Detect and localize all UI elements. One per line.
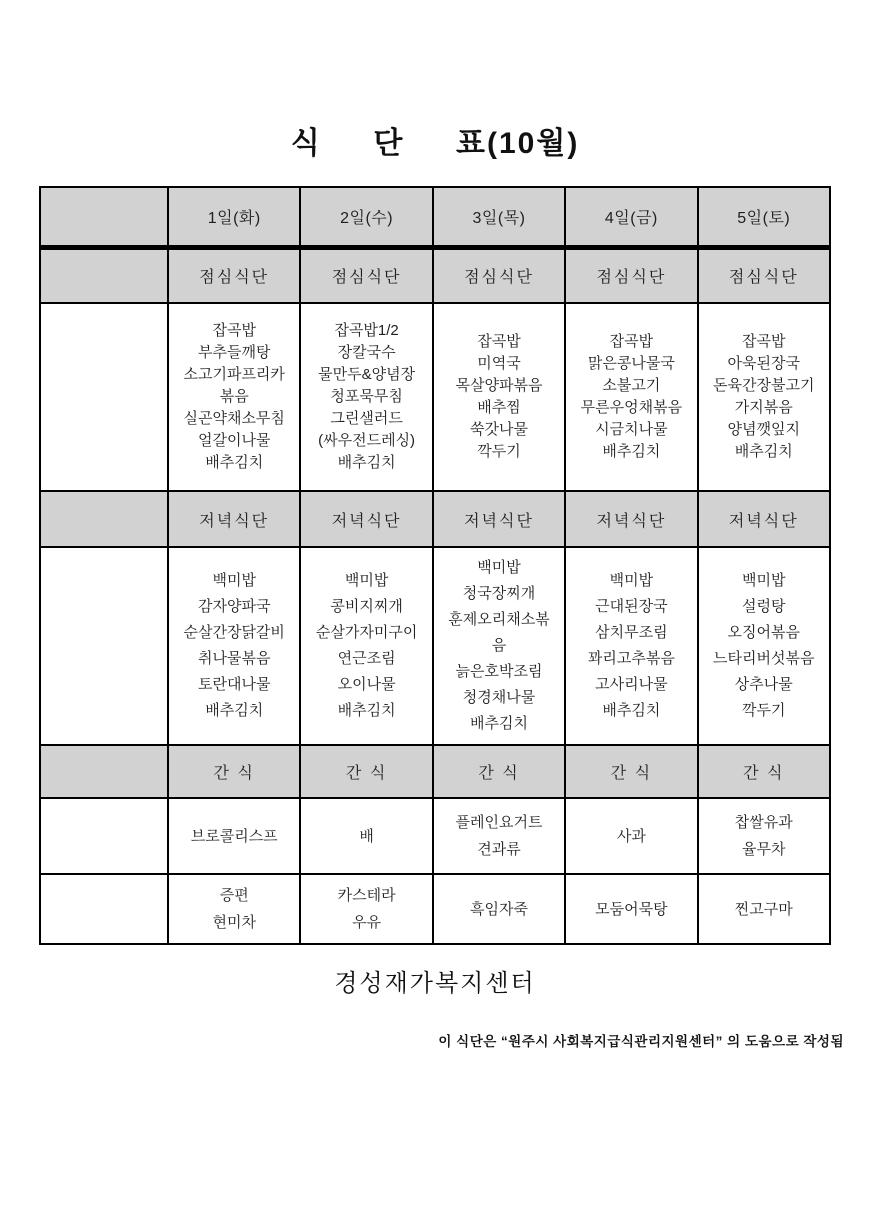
snack-label-cell: 간 식	[698, 745, 830, 798]
row-header-cell	[40, 547, 168, 745]
menu-item: 맑은콩나물국	[587, 355, 675, 372]
menu-item: 플레인요거트	[455, 814, 543, 831]
snack-menu-cell	[168, 798, 300, 874]
menu-item: 소불고기	[602, 377, 661, 394]
menu-item: 백미밥	[609, 572, 654, 589]
day-header-cell: 5일(토)	[698, 187, 830, 247]
dinner-label-cell: 저녁식단	[168, 491, 300, 547]
table-row	[40, 547, 830, 745]
menu-item: 삼치무조림	[595, 624, 668, 641]
lunch-label-cell: 점심식단	[168, 247, 300, 303]
corner-cell	[40, 187, 168, 247]
dinner-menu-cell	[300, 547, 432, 745]
lunch-label-cell: 점심식단	[433, 247, 565, 303]
menu-item: 꽈리고추볶음	[587, 650, 675, 667]
menu-item: 돈육간장불고기	[713, 377, 815, 394]
snack-menu-cell	[300, 798, 432, 874]
row-header-cell	[40, 303, 168, 491]
menu-item: (싸우전드레싱)	[318, 432, 416, 449]
snack-menu-cell	[168, 874, 300, 944]
table-row	[40, 303, 830, 491]
menu-item: 배	[359, 827, 374, 845]
snack-menu-cell	[565, 874, 697, 944]
lunch-label-cell: 점심식단	[698, 247, 830, 303]
menu-item: 배추김치	[470, 715, 528, 732]
row-header-cell	[40, 491, 168, 547]
dinner-menu-cell	[168, 547, 300, 745]
menu-item: 율무차	[742, 841, 786, 858]
menu-item: 시금치나물	[595, 421, 668, 438]
menu-item: 취나물볶음	[197, 650, 271, 667]
menu-item: 배추김치	[337, 454, 396, 471]
dinner-menu-cell	[565, 547, 697, 745]
snack-menu-cell	[433, 798, 565, 874]
lunch-menu-cell	[698, 303, 830, 491]
menu-item: 잡곡밥	[212, 322, 256, 339]
page-title: 식 단 표(10월)	[290, 127, 580, 160]
menu-item: 견과류	[477, 841, 521, 858]
menu-table	[39, 186, 831, 945]
menu-item: 배추김치	[337, 702, 396, 719]
menu-item: 순살가자미구이	[315, 624, 418, 641]
dinner-menu-cell	[433, 547, 565, 745]
day-header-cell: 2일(수)	[300, 187, 432, 247]
menu-item: 가지볶음	[734, 399, 793, 416]
menu-item: 백미밥	[477, 559, 521, 576]
menu-item: 실곤약채소무침	[183, 410, 285, 427]
snack-label-cell: 간 식	[300, 745, 432, 798]
row-header-cell	[40, 874, 168, 944]
dinner-label-cell: 저녁식단	[565, 491, 697, 547]
snack-label-cell: 간 식	[565, 745, 697, 798]
menu-item: 오이나물	[337, 676, 396, 693]
menu-item: 미역국	[477, 355, 521, 372]
lunch-label-cell: 점심식단	[300, 247, 432, 303]
menu-item: 근대된장국	[595, 598, 668, 615]
lunch-menu-cell	[565, 303, 697, 491]
menu-item: 소고기파프리카볶음	[183, 366, 285, 405]
menu-item: 모둠어묵탕	[595, 900, 668, 918]
menu-item: 연근조림	[337, 650, 396, 667]
menu-item: 깍두기	[477, 443, 521, 460]
menu-item: 배추김치	[205, 454, 264, 471]
menu-item: 잡곡밥	[742, 333, 786, 350]
menu-item: 배추찜	[477, 399, 521, 416]
menu-item: 아욱된장국	[727, 355, 800, 372]
dinner-label-cell: 저녁식단	[300, 491, 432, 547]
day-header-cell: 4일(금)	[565, 187, 697, 247]
table-row	[40, 798, 830, 874]
table-row	[40, 187, 830, 247]
menu-item: 우유	[352, 914, 382, 931]
table-row	[40, 745, 830, 798]
menu-item: 얼갈이나물	[197, 432, 271, 449]
menu-item: 브로콜리스프	[190, 827, 278, 845]
menu-item: 쑥갓나물	[470, 421, 528, 438]
menu-item: 무른우엉채볶음	[580, 399, 683, 416]
menu-item: 고사리나물	[595, 676, 668, 693]
menu-item: 깍두기	[742, 702, 786, 719]
menu-item: 카스테라	[337, 887, 396, 904]
snack-label-cell: 간 식	[433, 745, 565, 798]
menu-item: 그린샐러드	[330, 410, 403, 427]
menu-item: 부추들깨탕	[197, 344, 271, 361]
menu-item: 백미밥	[742, 572, 786, 589]
footer-note: 이 식단은 “원주시 사회복지급식관리지원센터” 의 도움으로 작성됨	[438, 1034, 844, 1049]
menu-item: 배추김치	[602, 702, 661, 719]
menu-item: 훈제오리채소볶음	[448, 611, 550, 654]
dinner-label-cell: 저녁식단	[433, 491, 565, 547]
lunch-label-cell: 점심식단	[565, 247, 697, 303]
dinner-menu-cell	[698, 547, 830, 745]
menu-item: 백미밥	[344, 572, 389, 589]
table-row	[40, 247, 830, 303]
menu-item: 사과	[616, 827, 646, 845]
menu-item: 백미밥	[212, 572, 256, 589]
row-header-cell	[40, 798, 168, 874]
menu-item: 배추김치	[734, 443, 793, 460]
menu-item: 토란대나물	[197, 676, 271, 693]
menu-item: 청경채나물	[462, 689, 536, 706]
lunch-menu-cell	[433, 303, 565, 491]
menu-item: 물만두&양념장	[318, 366, 416, 383]
menu-item: 콩비지찌개	[330, 598, 403, 615]
snack-menu-cell	[698, 798, 830, 874]
menu-item: 찹쌀유과	[734, 814, 793, 831]
menu-item: 설렁탕	[742, 598, 786, 615]
menu-item: 잡곡밥1/2	[334, 322, 399, 339]
menu-item: 오징어볶음	[727, 624, 800, 641]
menu-item: 느타리버섯볶음	[713, 650, 815, 667]
menu-item: 배추김치	[205, 702, 264, 719]
day-header-cell: 3일(목)	[433, 187, 565, 247]
menu-item: 배추김치	[602, 443, 661, 460]
menu-item: 흑임자죽	[470, 900, 528, 918]
lunch-menu-cell	[300, 303, 432, 491]
table-row	[40, 491, 830, 547]
menu-item: 찐고구마	[734, 900, 793, 918]
menu-item: 상추나물	[734, 676, 793, 693]
menu-item: 목살양파볶음	[455, 377, 543, 394]
menu-item: 늙은호박조림	[455, 663, 543, 680]
snack-menu-cell	[300, 874, 432, 944]
menu-item: 증편	[219, 887, 249, 904]
menu-item: 순살간장닭갈비	[183, 624, 285, 641]
snack-menu-cell	[698, 874, 830, 944]
menu-item: 잡곡밥	[609, 333, 654, 350]
menu-item: 장칼국수	[337, 344, 396, 361]
menu-item: 양념깻잎지	[727, 421, 800, 438]
menu-item: 현미차	[212, 914, 256, 931]
snack-menu-cell	[565, 798, 697, 874]
menu-item: 청국장찌개	[462, 585, 536, 602]
menu-item: 청포묵무침	[330, 388, 403, 405]
row-header-cell	[40, 247, 168, 303]
row-header-cell	[40, 745, 168, 798]
dinner-label-cell: 저녁식단	[698, 491, 830, 547]
org-name: 경성재가복지센터	[334, 971, 536, 997]
snack-label-cell: 간 식	[168, 745, 300, 798]
snack-menu-cell	[433, 874, 565, 944]
table-row	[40, 874, 830, 944]
lunch-menu-cell	[168, 303, 300, 491]
menu-item: 감자양파국	[197, 598, 271, 615]
menu-item: 잡곡밥	[477, 333, 521, 350]
day-header-cell: 1일(화)	[168, 187, 300, 247]
